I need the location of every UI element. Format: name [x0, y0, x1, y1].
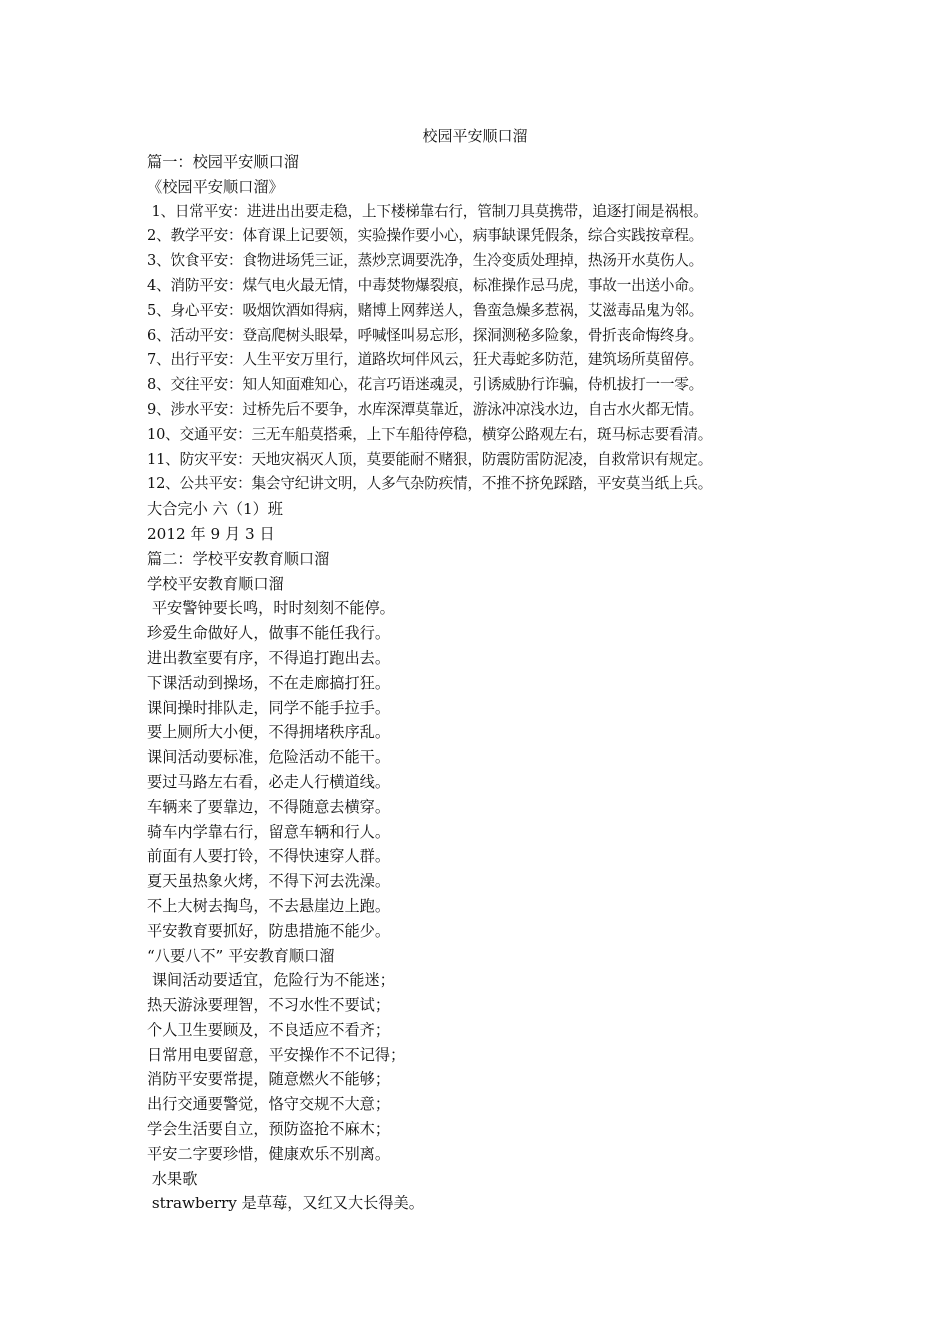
text-line: 进出教室要有序，不得追打跑出去。 [147, 648, 390, 667]
text-line: “八要八不” 平安教育顺口溜 [147, 946, 335, 965]
text-line: 车辆来了要靠边，不得随意去横穿。 [147, 797, 390, 816]
text-line: 3、饮食平安：食物进场凭三证，蒸炒烹调要洗净，生冷变质处理掉，热汤开水莫伤人。 [147, 252, 704, 270]
text-line: 课间活动要适宜，危险行为不能迷； [147, 971, 395, 990]
text-line: 学校平安教育顺口溜 [147, 574, 284, 593]
text-line: 2012 年 9 月 3 日 [147, 524, 275, 543]
text-line: 11、防灾平安：天地灾祸灭人顶，莫要能耐不赌狠，防震防雷防泥凌，自救常识有规定。 [147, 450, 713, 468]
text-line: 平安警钟要长鸣，时时刻刻不能停。 [147, 599, 395, 618]
text-line: 8、交往平安：知人知面难知心，花言巧语迷魂灵，引诱威胁行诈骗，侍机拔打一一零。 [147, 376, 704, 394]
document-body [147, 150, 837, 1216]
text-line: 学会生活要自立，预防盗抢不麻木； [147, 1120, 390, 1139]
text-line: 不上大树去掏鸟，不去悬崖边上跑。 [147, 896, 390, 915]
text-line: 要过马路左右看，必走人行横道线。 [147, 772, 390, 791]
text-line: 1、日常平安：进进出出要走稳，上下楼梯靠右行，管制刀具莫携带，追逐打闹是祸根。 [147, 202, 708, 220]
text-line: 夏天虽热象火烤，不得下河去洗澡。 [147, 872, 390, 891]
text-line: 珍爱生命做好人，做事不能任我行。 [147, 624, 390, 643]
text-line: 篇一：校园平安顺口溜 [147, 153, 299, 171]
text-line: 热天游泳要理智，不习水性不要试； [147, 996, 390, 1015]
text-line: 水果歌 [147, 1169, 198, 1188]
document-title: 校园平安顺口溜 [422, 127, 528, 145]
text-line: 平安教育要抓好，防患措施不能少。 [147, 921, 390, 940]
text-line: 2、教学平安：体育课上记要领，实验操作要小心，病事缺课凭假条，综合实践按章程。 [147, 227, 704, 245]
text-line: 《校园平安顺口溜》 [147, 177, 284, 196]
text-line: 12、公共平安：集会守纪讲文明，人多气杂防疾情，不推不挤免踩踏，平安莫当纸上兵。 [147, 475, 713, 493]
text-line: 要上厕所大小便，不得拥堵秩序乱。 [147, 723, 390, 742]
text-line: 课间活动要标准，危险活动不能干。 [147, 748, 390, 767]
text-line: 4、消防平安：煤气电火最无情，中毒焚物爆裂痕，标准操作忌马虎，事故一出送小命。 [147, 276, 704, 294]
text-line: 前面有人要打铃，不得快速穿人群。 [147, 847, 390, 866]
text-line: 10、交通平安：三无车船莫搭乘，上下车船待停稳，横穿公路观左右，斑马标志要看清。 [147, 425, 713, 443]
text-line: 骑车内学靠右行，留意车辆和行人。 [147, 822, 390, 841]
text-line: 课间操时排队走，同学不能手拉手。 [147, 698, 390, 717]
text-line: 7、出行平安：人生平安万里行，道路坎坷伴风云，狂犬毒蛇多防范，建筑场所莫留停。 [147, 351, 704, 369]
text-line: 篇二：学校平安教育顺口溜 [147, 549, 330, 568]
text-line: 个人卫生要顾及，不良适应不看齐； [147, 1020, 390, 1039]
text-line: 消防平安要常提，随意燃火不能够； [147, 1070, 390, 1089]
text-line: 下课活动到操场，不在走廊搞打狂。 [147, 673, 390, 692]
text-line: 日常用电要留意，平安操作不不记得； [147, 1045, 406, 1064]
text-line: 平安二字要珍惜，健康欢乐不别离。 [147, 1144, 390, 1163]
text-line: strawberry 是草莓，又红又大长得美。 [147, 1194, 424, 1213]
text-line: 9、涉水平安：过桥先后不要争，水库深潭莫靠近，游泳冲凉浅水边，自古水火都无情。 [147, 400, 704, 418]
text-line: 5、身心平安：吸烟饮酒如得病，赌博上网葬送人，鲁蛮急燥多惹祸，艾滋毒品鬼为邻。 [147, 301, 704, 319]
text-line: 出行交通要警觉，恪守交规不大意； [147, 1095, 390, 1114]
text-line: 大合完小 六（1）班 [147, 500, 283, 519]
text-line: 6、活动平安：登高爬树头眼晕，呼喊怪叫易忘形，探洞测秘多险象，骨折丧命悔终身。 [147, 326, 704, 344]
